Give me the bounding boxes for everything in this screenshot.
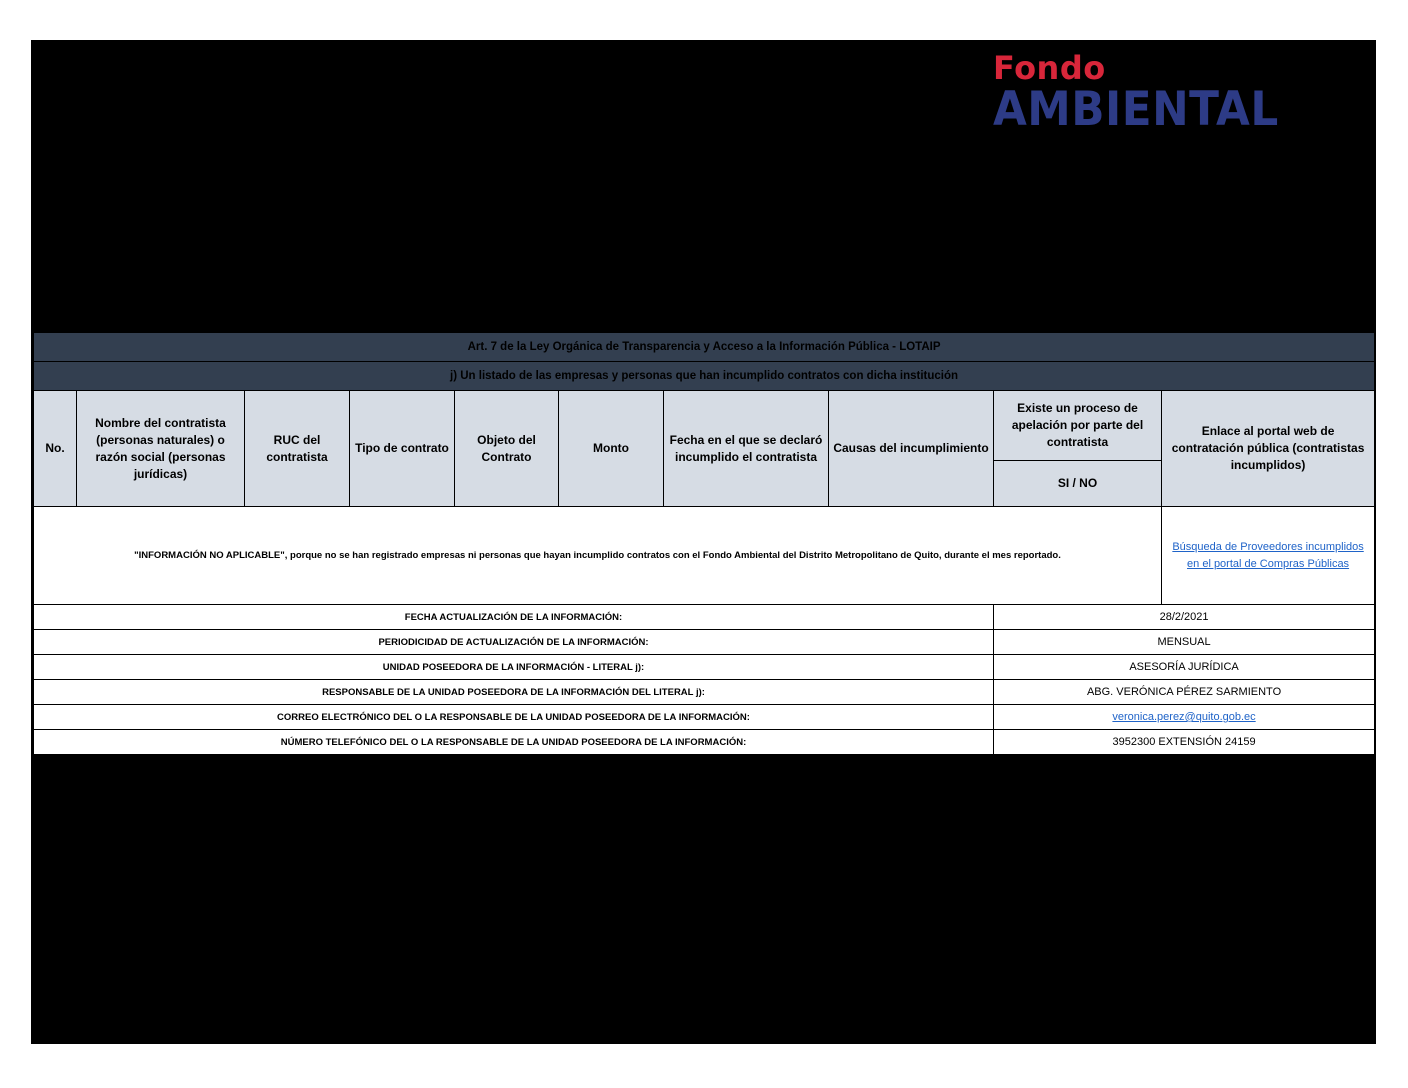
header-tipo: Tipo de contrato	[350, 391, 455, 507]
header-no: No.	[34, 391, 77, 507]
info-row-responsable	[34, 680, 1375, 705]
info-row-periodicidad	[34, 630, 1375, 655]
email-link[interactable]: veronica.perez@quito.gob.ec	[1112, 711, 1256, 723]
not-applicable-row	[34, 507, 1375, 605]
document-page	[31, 40, 1376, 1044]
info-value: MENSUAL	[994, 630, 1375, 655]
info-value: ASESORÍA JURÍDICA	[994, 655, 1375, 680]
info-value: 3952300 EXTENSIÓN 24159	[994, 730, 1375, 755]
info-row-telefono	[34, 730, 1375, 755]
info-value: ABG. VERÓNICA PÉREZ SARMIENTO	[994, 680, 1375, 705]
header-fecha: Fecha en el que se declaró incumplido el contratista	[664, 391, 829, 507]
header-ruc: RUC del contratista	[245, 391, 350, 507]
info-label: RESPONSABLE DE LA UNIDAD POSEEDORA DE LA INFORMACIÓN DEL LITERAL j):	[34, 680, 994, 705]
info-row-unidad	[34, 655, 1375, 680]
info-label: PERIODICIDAD DE ACTUALIZACIÓN DE LA INFORMACIÓN:	[34, 630, 994, 655]
table-subtitle: j) Un listado de las empresas y personas que han incumplido contratos con dicha institución	[34, 362, 1375, 391]
header-enlace: Enlace al portal web de contratación pública (contratistas incumplidos)	[1162, 391, 1375, 507]
info-row-fecha	[34, 605, 1375, 630]
info-label: NÚMERO TELEFÓNICO DEL O LA RESPONSABLE DE LA UNIDAD POSEEDORA DE LA INFORMACIÓN:	[34, 730, 994, 755]
portal-link-line-2: en el portal de Compras Públicas	[1187, 557, 1350, 570]
portal-link[interactable]	[1172, 541, 1363, 570]
fondo-ambiental-logo	[993, 49, 1300, 137]
logo-line-2: AMBIENTAL	[993, 82, 1279, 137]
header-objeto: Objeto del Contrato	[455, 391, 559, 507]
header-causas: Causas del incumplimiento	[829, 391, 994, 507]
lotaip-table	[33, 332, 1375, 755]
header-monto: Monto	[559, 391, 664, 507]
info-value-cell	[994, 705, 1375, 730]
header-nombre: Nombre del contratista (personas naturales) o razón social (personas jurídicas)	[77, 391, 245, 507]
header-si-no: SI / NO	[994, 461, 1162, 507]
portal-link-cell	[1162, 507, 1375, 605]
info-label: UNIDAD POSEEDORA DE LA INFORMACIÓN - LITERAL j):	[34, 655, 994, 680]
info-row-correo	[34, 705, 1375, 730]
title-row	[34, 333, 1375, 362]
logo-line-1: Fondo	[993, 49, 1106, 87]
info-label: CORREO ELECTRÓNICO DEL O LA RESPONSABLE DE LA UNIDAD POSEEDORA DE LA INFORMACIÓN:	[34, 705, 994, 730]
not-applicable-text: "INFORMACIÓN NO APLICABLE", porque no se han registrado empresas ni personas que hayan incumplido contratos con el Fondo Ambiental del Distrito Metropolitano de Quito, durante el mes reportado.	[34, 507, 1162, 605]
table-title: Art. 7 de la Ley Orgánica de Transparencia y Acceso a la Información Pública - LOTAIP	[34, 333, 1375, 362]
header-apelacion: Existe un proceso de apelación por parte del contratista	[994, 391, 1162, 461]
info-label: FECHA ACTUALIZACIÓN DE LA INFORMACIÓN:	[34, 605, 994, 630]
portal-link-line-1: Búsqueda de Proveedores incumplidos	[1172, 540, 1364, 553]
subtitle-row	[34, 362, 1375, 391]
header-row	[34, 391, 1375, 461]
info-value: 28/2/2021	[994, 605, 1375, 630]
